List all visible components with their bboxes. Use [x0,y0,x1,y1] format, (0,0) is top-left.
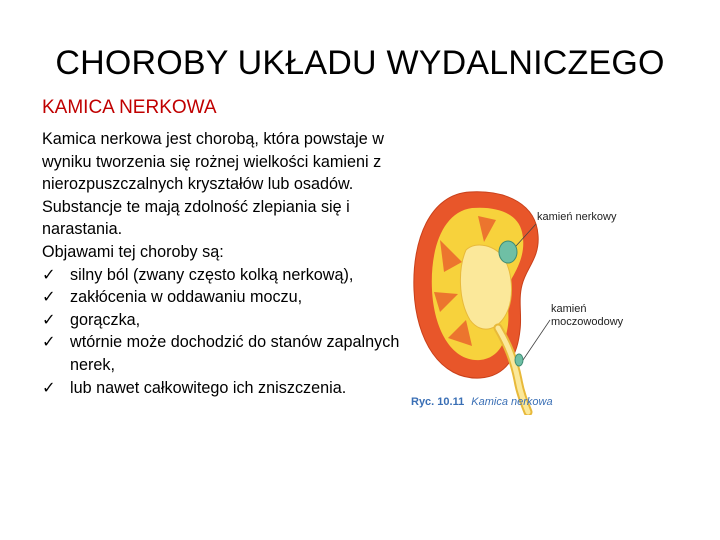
check-icon: ✓ [42,288,56,307]
body-text [42,128,402,399]
figure-caption [411,396,553,408]
list-item: ✓ silny ból (zwany często kolką nerkową), [42,264,402,287]
list-item: ✓ gorączka, [42,309,402,332]
symptoms-list [42,264,402,400]
figure-number: Ryc. 10.11 [411,396,465,408]
slide-title: CHOROBY UKŁADU WYDALNICZEGO [55,44,665,82]
description-paragraph: Kamica nerkowa jest chorobą, która powstaje w wyniku tworzenia się rożnej wielkości kamieni z nierozpuszczalnych kryształów lub osadów. Substancje te mają zdolność zlepiania się i narastania. [42,130,384,239]
symptoms-intro: Objawami tej choroby są: [42,242,224,261]
check-icon: ✓ [42,333,56,352]
list-item: ✓ zakłócenia w oddawaniu moczu, [42,286,402,309]
list-item: ✓ wtórnie może dochodzić do stanów zapalnych nerek, [42,333,400,374]
check-icon: ✓ [42,265,56,284]
ureter-stone-label: kamień moczowodowy [551,303,624,328]
kidney-stone-label: kamień nerkowy [537,211,617,223]
check-icon: ✓ [42,310,56,329]
kidney-stone [499,241,517,263]
list-item: ✓ lub nawet całkowitego ich zniszczenia. [42,377,402,400]
section-subtitle: KAMICA NERKOWA [42,97,217,118]
ureter-stone [515,354,523,366]
figure-caption-text: Kamica nerkowa [471,396,553,408]
check-icon: ✓ [42,378,56,397]
pointer-line [523,320,550,360]
